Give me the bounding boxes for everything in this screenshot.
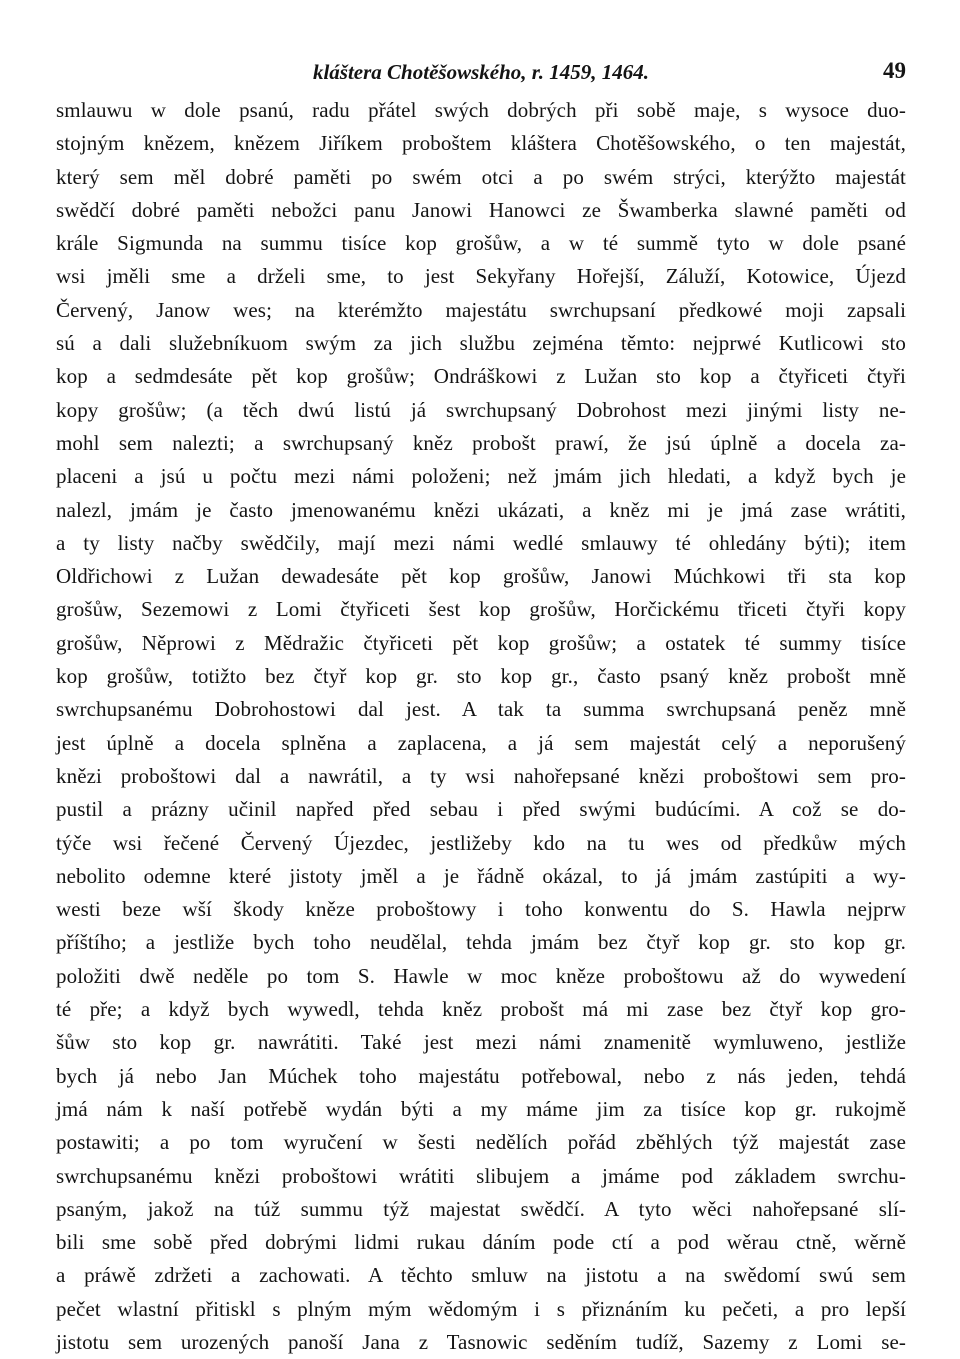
- text-line: bych já nebo Jan Múchek toho majestátu potřebowal, nebo z nás jeden, tehdá: [56, 1063, 906, 1088]
- text-line: grošůw, Sezemowi z Lomi čtyřiceti šest kop grošůw, Horčickému třiceti čtyři kopy: [56, 597, 906, 622]
- text-line: swrchupsanému Dobrohostowi dal jest. A tak ta summa swrchupsaná peněz mně: [56, 697, 906, 722]
- text-line: nebolito odemne které jistoty jměl a je řádně okázal, to já jmám zastúpiti a wy-: [56, 863, 906, 888]
- text-line: smlauwu w dole psanú, radu přátel swých dobrých při sobě maje, s wysoce duo-: [56, 98, 906, 122]
- text-line: jest úplně a docela splněna a zaplacena, a já sem majestát celý a neporušený: [56, 730, 906, 755]
- text-line: a práwě zdržeti a zachowati. A těchto smluw na jistotu a na swědomí swú sem: [56, 1263, 906, 1288]
- text-line: placeni a jsú u počtu mezi námi položeni; než jmám jich hledati, a když bych je: [56, 464, 906, 489]
- text-line: položiti dwě neděle po tom S. Hawle w moc kněze proboštowu až do wywedení: [56, 963, 906, 988]
- text-line: nalezl, jmám je často jmenowanému knězi ukázati, a kněz mi je jmá zase wrátiti,: [56, 497, 906, 522]
- text-line: mohl sem nalezti; a swrchupsaný kněz probošt prawí, že jsú úplně a docela za-: [56, 430, 906, 455]
- text-line: kop a sedmdesáte pět kop grošůw; Ondráškowi z Lužan sto kop a čtyřiceti čtyři: [56, 364, 906, 389]
- text-line: wsi jměli sme a drželi sme, to jest Sekyřany Hořejší, Záluží, Kotowice, Újezd: [56, 264, 906, 289]
- text-line: té pře; a když bych wywedl, tehda kněz probošt má mi zase bez čtyř kop gro-: [56, 997, 906, 1022]
- text-line: postawiti; a po tom wyručení w šesti nedělích pořád zběhlých týž majestát zase: [56, 1130, 906, 1155]
- body-text: [56, 94, 906, 1359]
- text-line: šůw sto kop gr. nawrátiti. Také jest mezi námi znamenitě wymluweno, jestliže: [56, 1030, 906, 1055]
- text-line: a ty listy načby swědčily, mají mezi námi wedlé smlauwy té ohledány býti); item: [56, 530, 906, 555]
- text-line: kop grošůw, totižto bez čtyř kop gr. sto kop gr., často psaný kněz probošt mně: [56, 664, 906, 689]
- text-line: swědčí dobré paměti nebožci panu Janowi Hanowci ze Šwamberka slawné paměti od: [56, 197, 906, 222]
- text-line: Oldřichowi z Lužan dewadesáte pět kop grošůw, Janowi Múchkowi tři sta kop: [56, 564, 906, 589]
- text-line: bili sme sobě před dobrými lidmi rukau dáním pode ctí a pod wěrau ctně, wěrně: [56, 1230, 906, 1255]
- running-title: kláštera Chotěšowského, r. 1459, 1464.: [312, 60, 650, 84]
- text-line: pustil a prázny učinil napřed před sebau i před swými budúcími. A což se do-: [56, 797, 906, 822]
- text-line: Červený, Janow wes; na kterémžto majestátu swrchupsaní předkowé moji zapsali: [56, 297, 906, 322]
- text-line: knězi proboštowi dal a nawrátil, a ty wsi nahořepsané knězi proboštowi sem pro-: [56, 763, 906, 788]
- text-line: pečet wlastní přitiskl s plným mým wědomým i s přiznáním ku pečeti, a pro lepší: [56, 1296, 906, 1321]
- text-line: swrchupsanému knězi proboštowi wrátiti slibujem a jmáme pod základem swrchu-: [56, 1163, 906, 1188]
- text-line: psaným, jakož na túž summu týž majestat swědčí. A tyto wěci nahořepsané slí-: [56, 1196, 906, 1221]
- text-line: týče wsi řečené Červený Újezdec, jestližeby kdo na tu wes od předkůw mých: [56, 830, 906, 855]
- text-line: westi beze wší škody kněze proboštowy i toho konwentu do S. Hawla nejprw: [56, 897, 906, 922]
- text-line: jmá nám k naší potřebě wydán býti a my máme jim za tisíce kop gr. rukojmě: [56, 1096, 906, 1121]
- text-line: sú a dali služebníkuom swým za jich službu zejména těmto: nejprwé Kutlicowi sto: [56, 331, 906, 356]
- text-line: který sem měl dobré paměti po swém otci a po swém strýci, kterýžto majestát: [56, 164, 906, 189]
- text-line: příštího; a jestliže bych toho neudělal, tehda jmám bez čtyř kop gr. sto kop gr.: [56, 930, 906, 955]
- text-line: grošůw, Něprowi z Mědražic čtyřiceti pět kop grošůw; a ostatek té summy tisíce: [56, 630, 906, 655]
- text-line: stojným knězem, knězem Jiříkem proboštem kláštera Chotěšowského, o ten majestát,: [56, 131, 906, 156]
- text-line: kopy grošůw; (a těch dwú listú já swrchupsaný Dobrohost mezi jinými listy ne-: [56, 397, 906, 422]
- page-number: 49: [883, 58, 906, 83]
- text-line: jistotu sem urozených panoší Jana z Tasnowic seděním tudíž, Sazemy z Lomi se-: [56, 1329, 906, 1354]
- page-header: [56, 56, 906, 90]
- text-line: krále Sigmunda na summu tisíce kop grošůw, a w té summě tyto w dole psané: [56, 231, 906, 256]
